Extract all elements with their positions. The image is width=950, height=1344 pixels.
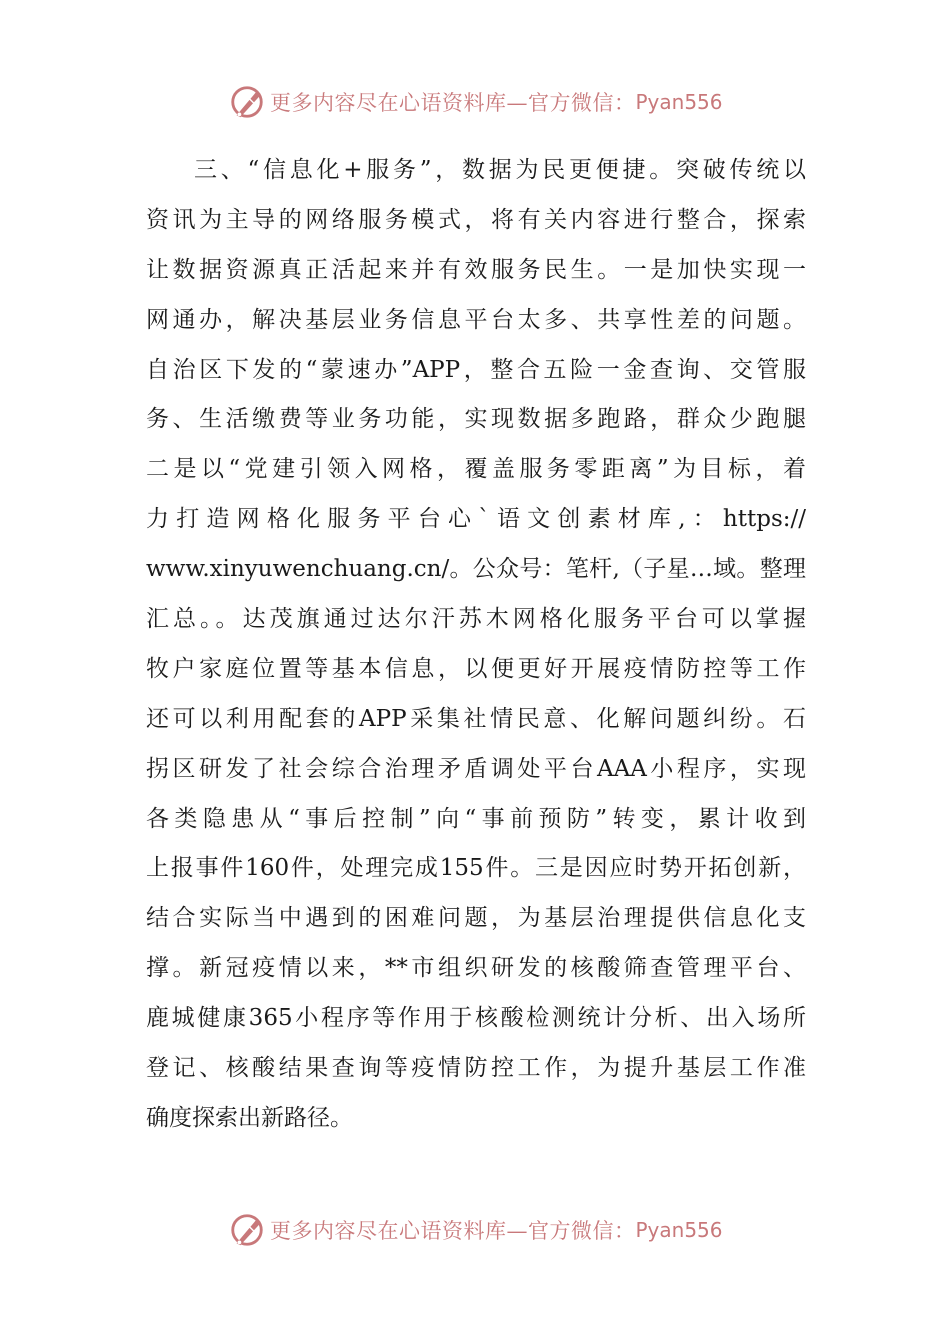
text-line: 自治区下发的“蒙速办”APP，整合五险一金查询、交管服 [146,356,806,383]
text-line: 务、生活缴费等业务功能，实现数据多跑路，群众少跑腿 [146,406,806,433]
header-watermark-banner [228,82,723,122]
text-line: 力打造网格化服务平台心`语文创素材库,：https:// [146,506,806,533]
text-line: 拐区研发了社会综合治理矛盾调处平台AAA小程序，实现 [146,755,806,782]
text-line: 让数据资源真正活起来并有效服务民生。一是加快实现一 [146,256,806,283]
text-line: 鹿城健康365小程序等作用于核酸检测统计分析、出入场所 [146,1005,806,1032]
text-line: 二是以“党建引领入网格，覆盖服务零距离”为目标，着 [146,456,806,483]
text-line: 网通办，解决基层业务信息平台太多、共享性差的问题。 [146,306,806,333]
text-line: 还可以利用配套的APP采集社情民意、化解问题纠纷。石 [146,705,806,732]
quill-logo-icon [228,83,266,121]
text-line: 各类隐患从“事后控制”向“事前预防”转变，累计收到 [146,805,806,832]
footer-watermark-banner [228,1210,723,1250]
text-line: 汇总。。达茂旗通过达尔汗苏木网格化服务平台可以掌握 [146,606,806,633]
text-line: 确度探索出新路径。 [146,1104,353,1131]
text-line: 结合实际当中遇到的困难问题，为基层治理提供信息化支 [146,905,806,932]
text-line: 撑。新冠疫情以来，**市组织研发的核酸筛查管理平台、 [146,955,806,982]
text-line: 三、“信息化+服务”，数据为民更便捷。突破传统以 [194,157,806,183]
quill-logo-icon [228,1211,266,1249]
text-line: 登记、核酸结果查询等疫情防控工作，为提升基层工作准 [146,1055,806,1082]
banner-wechat-id: Pyan556 [635,1218,723,1242]
text-line: 牧户家庭位置等基本信息，以便更好开展疫情防控等工作 [146,655,806,682]
banner-wechat-id: Pyan556 [635,90,723,114]
banner-text: 更多内容尽在心语资料库—官方微信： [270,91,636,115]
text-line: 资讯为主导的网络服务模式，将有关内容进行整合，探索 [146,206,806,233]
banner-text: 更多内容尽在心语资料库—官方微信： [270,1219,636,1243]
text-line: 上报事件160件，处理完成155件。三是因应时势开拓创新， [146,855,806,882]
article-body [146,146,806,1144]
text-line: www.xinyuwenchuang.cn/。公众号：笔杆,（子星…域。整理 [146,556,806,583]
